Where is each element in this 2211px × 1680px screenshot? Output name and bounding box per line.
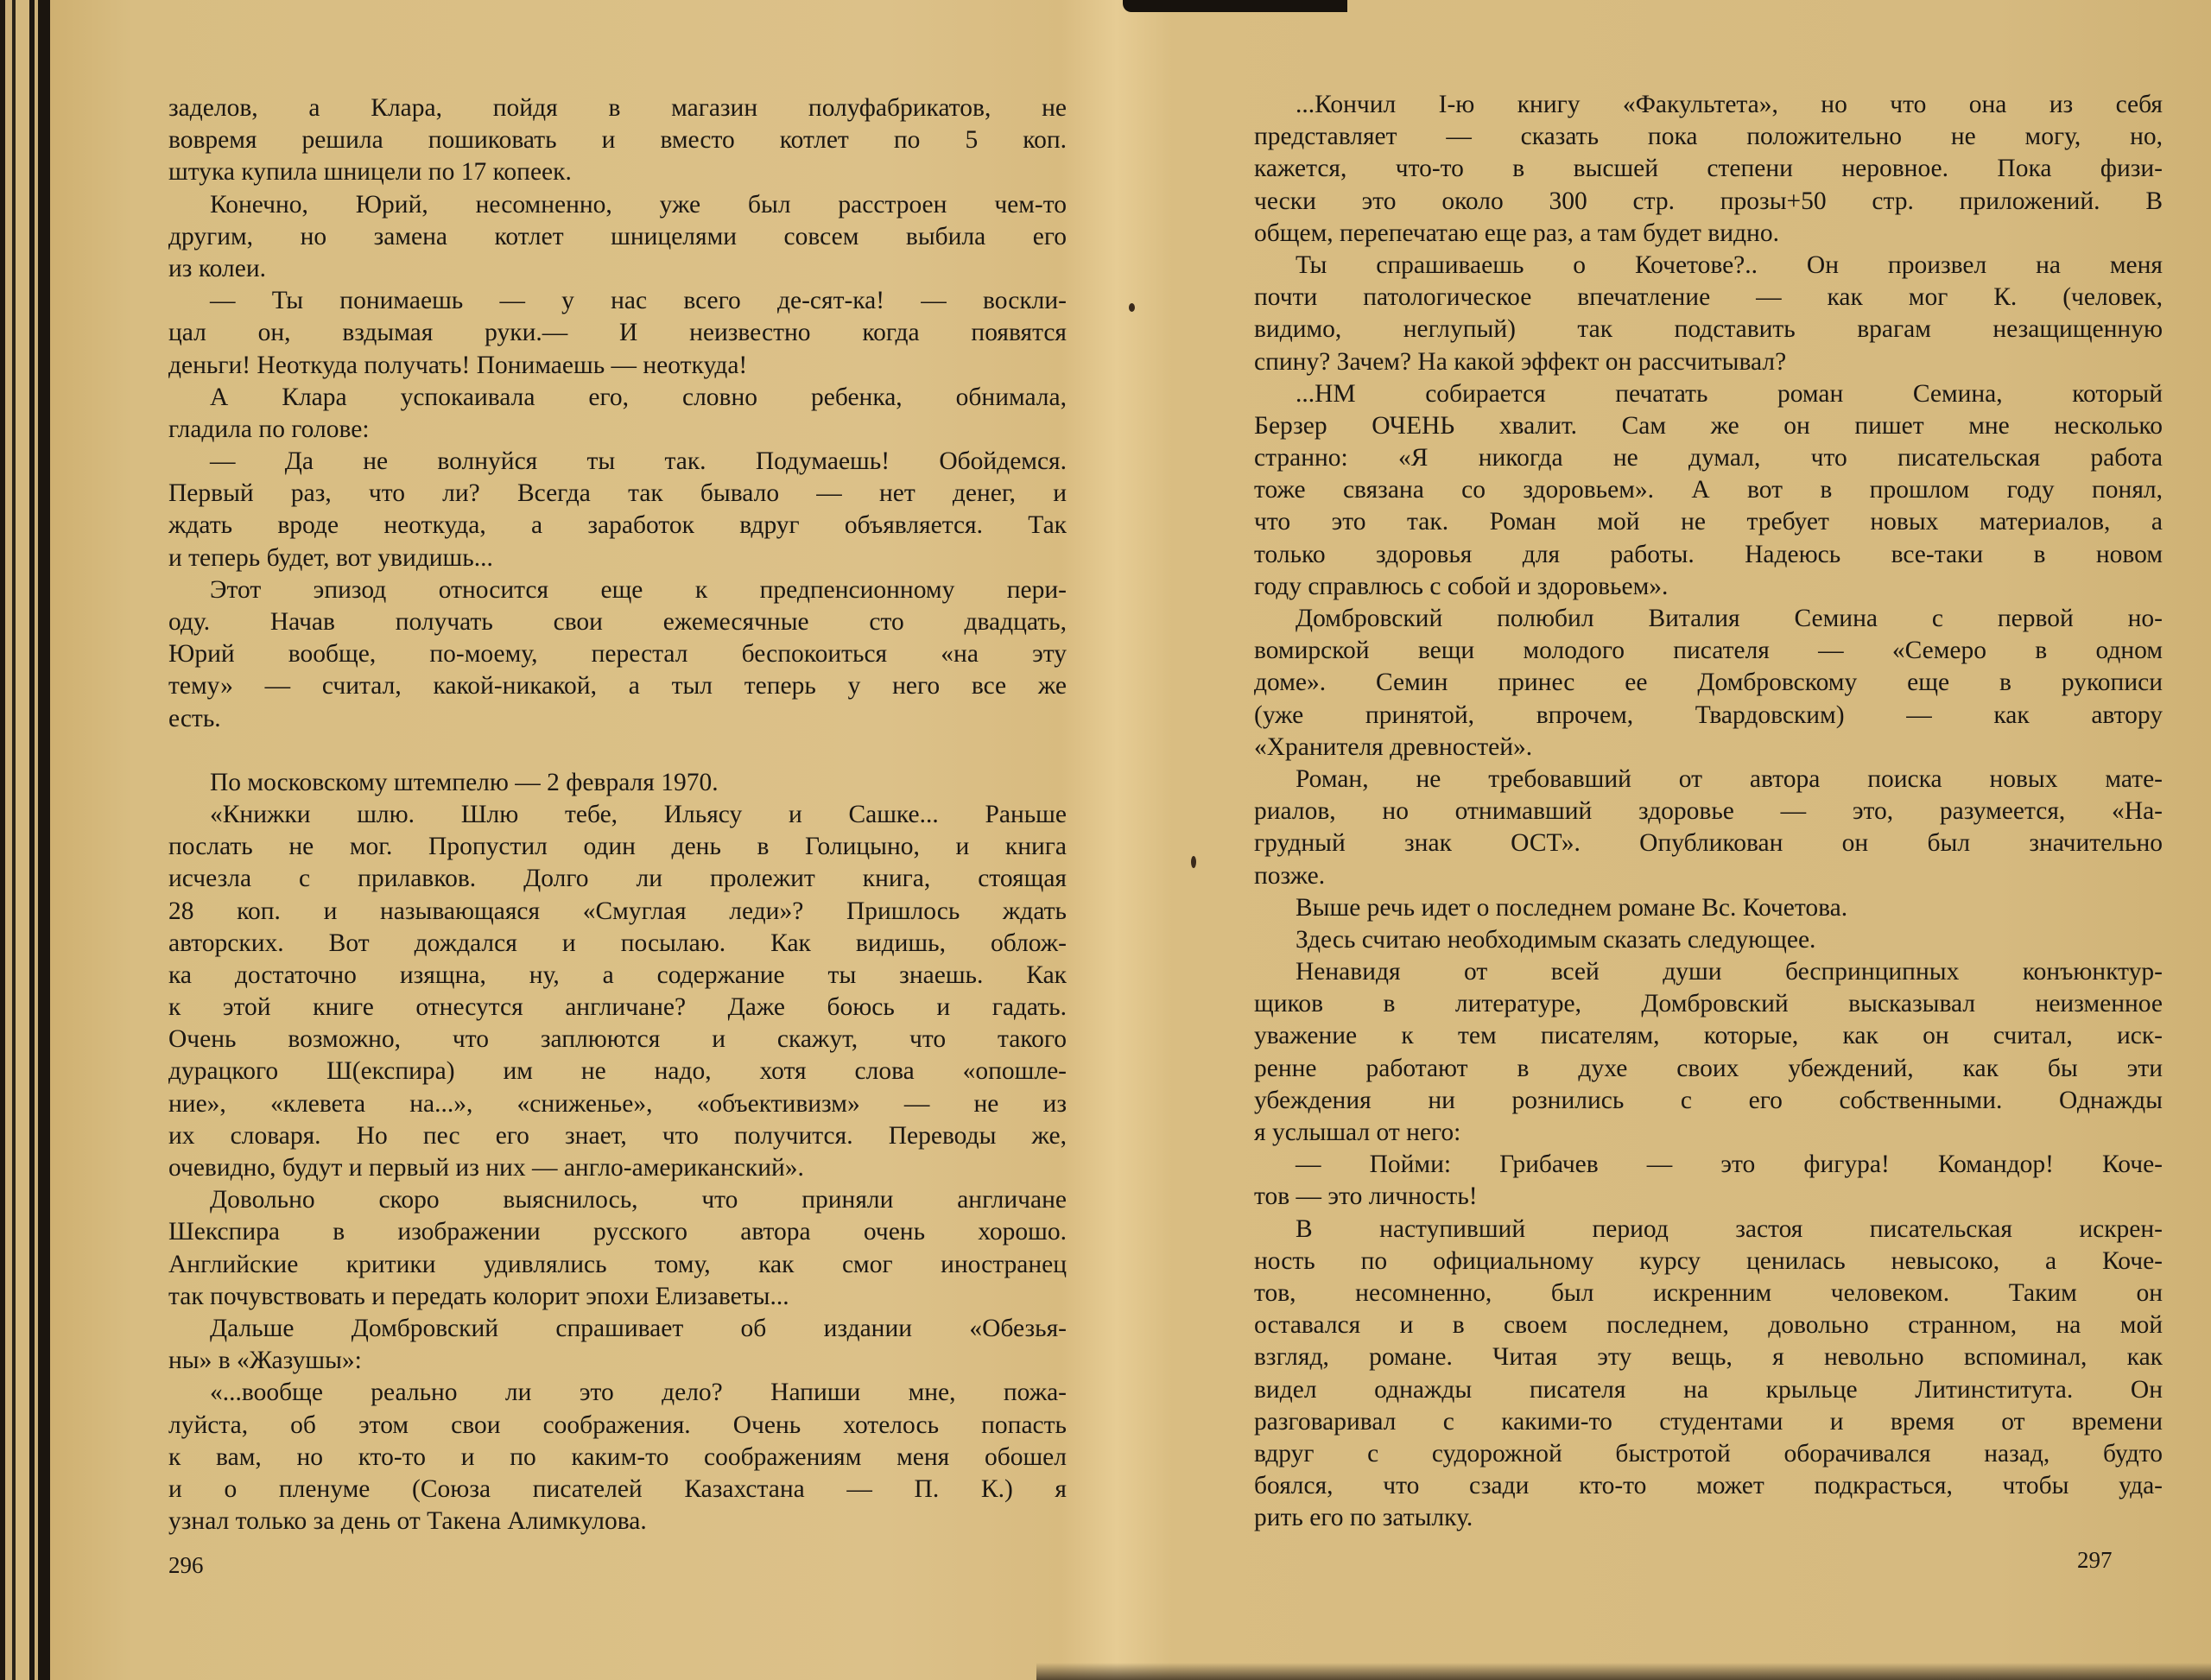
text-line: вдруг с судорожной быстротой оборачивался назад, будто (1254, 1439, 2163, 1468)
text-line: Ты спрашиваешь о Кочетове?.. Он произвел на меня (1296, 250, 2163, 279)
text-line: Шекспира в изображении русского автора очень хорошо. (168, 1218, 1067, 1246)
text-line: штука купила шницели по 17 копеек. (168, 158, 572, 187)
text-line: странно: «Я никогда не думал, что писательская работа (1254, 444, 2163, 472)
text-line: 28 коп. и называющаяся «Смуглая леди»? Пришлось ждать (168, 897, 1067, 925)
text-line: Дальше Домбровский спрашивает об издании «Обезья- (210, 1314, 1067, 1342)
text-line: Очень возможно, что заплюются и скажут, что такого (168, 1025, 1067, 1054)
text-line: ка достаточно изящна, ну, а содержание ты знаешь. Как (168, 960, 1067, 989)
text-line: тов, несомненно, был искренним человеком. Таким он (1254, 1278, 2163, 1307)
text-line: дурацкого Ш(експира) им не надо, хотя слова «опошле- (168, 1057, 1067, 1086)
text-line: вомирской вещи молодого писателя — «Семеро в одном (1254, 637, 2163, 665)
text-line: есть. (168, 704, 221, 732)
text-line: тов — это личность! (1254, 1182, 1478, 1211)
text-line: Юрий вообще, по-моему, перестал беспокоиться «на эту (168, 640, 1067, 669)
text-line: спину? Зачем? На какой эффект он рассчитывал? (1254, 347, 1787, 376)
text-line: Ненавидя от всей души беспринципных конъюнктур- (1296, 958, 2163, 986)
text-line: оду. Начав получать свои ежемесячные сто двадцать, (168, 608, 1067, 636)
text-line: «Книжки шлю. Шлю тебе, Ильясу и Сашке... Раньше (210, 800, 1067, 828)
text-line: Домбровский полюбил Виталия Семина с первой но- (1296, 605, 2163, 632)
text-line: По московскому штемпелю — 2 февраля 1970. (210, 768, 719, 796)
text-line: тему» — считал, какой-никакой, а тыл теперь у него все же (168, 672, 1067, 701)
text-line: разговаривал с какими-то студентами и время от времени (1254, 1407, 2163, 1436)
text-line: чески это около 300 стр. прозы+50 стр. приложений. В (1254, 187, 2163, 215)
text-line: оставался и в своем последнем, довольно странном, на мой (1254, 1311, 2163, 1340)
text-line: году справлюсь с собой и здоровьем». (1254, 572, 1669, 600)
text-line: почти патологическое впечатление — как мог К. (человек, (1254, 283, 2163, 312)
text-line: авторских. Вот дождался и посылаю. Как видишь, облож- (168, 929, 1067, 957)
text-line: (уже принятой, впрочем, Твардовским) — как автору (1254, 701, 2163, 729)
text-line: и о пленуме (Союза писателей Казахстана — П. К.) я (168, 1474, 1067, 1503)
left-page-number: 296 (168, 1552, 204, 1578)
ink-speck (1191, 856, 1196, 868)
text-line: Конечно, Юрий, несомненно, уже был расстроен чем-то (210, 190, 1067, 219)
text-line: Этот эпизод относится еще к предпенсионному пери- (210, 575, 1067, 604)
text-line: из колеи. (168, 254, 266, 282)
text-line: гладила по голове: (168, 415, 370, 443)
right-page-body-text (1254, 89, 2163, 1534)
text-line: к этой книге отнесутся англичане? Даже боюсь и гадать. (168, 993, 1067, 1022)
text-line: только здоровья для работы. Надеюсь все-таки в новом (1254, 540, 2163, 568)
text-line: убеждения ни рознились с его собственными. Однажды (1254, 1086, 2163, 1114)
text-line: «...вообще реально ли это дело? Напиши мне, пожа- (210, 1379, 1067, 1407)
text-line: Английские критики удивлялись тому, как смог иностранец (168, 1250, 1067, 1278)
text-line: Довольно скоро выяснилось, что приняли англичане (210, 1186, 1067, 1214)
text-line: позже. (1254, 861, 1326, 890)
text-line: — Да не волнуйся ты так. Подумаешь! Обойдемся. (210, 447, 1067, 476)
text-line: В наступивший период застоя писательская искрен- (1296, 1214, 2163, 1243)
text-line: заделов, а Клара, пойдя в магазин полуфабрикатов, не (168, 94, 1067, 122)
text-line: ...Кончил I-ю книгу «Факультета», но что она из себя (1296, 91, 2163, 118)
left-page (50, 0, 1123, 1680)
text-line: Берзер ОЧЕНЬ хвалит. Сам же он пишет мне несколько (1254, 411, 2163, 440)
text-line: ждать вроде неоткуда, а заработок вдруг объявляется. Так (168, 511, 1067, 540)
text-line: ны» в «Жазушы»: (168, 1347, 362, 1375)
text-line: цал он, вздымая руки.— И неизвестно когда появятся (168, 319, 1067, 347)
text-line: ...НМ собирается печатать роман Семина, который (1296, 379, 2163, 408)
text-line: кажется, что-то в высшей степени неровное. Пока физи- (1254, 155, 2163, 183)
text-line: другим, но замена котлет шницелями совсем выбила его (168, 222, 1067, 250)
text-line: ность по официальному курсу ценилась невысоко, а Коче- (1254, 1246, 2163, 1275)
text-line: к вам, но кто-то и по каким-то соображениям меня обошел (168, 1442, 1067, 1471)
text-line: послать не мог. Пропустил один день в Голицыно, и книга (168, 833, 1067, 861)
text-line: я услышал от него: (1254, 1119, 1461, 1146)
text-line: — Пойми: Грибачев — это фигура! Командор! Коче- (1296, 1151, 2163, 1179)
ink-speck (1129, 303, 1135, 312)
text-line: их словаря. Но пес его знает, что получится. Переводы же, (168, 1121, 1067, 1150)
text-line: взгляд, романе. Читая эту вещь, я невольно вспоминал, как (1254, 1343, 2163, 1372)
text-line: исчезла с прилавков. Долго ли пролежит книга, стоящая (168, 865, 1067, 893)
text-line: Роман, не требовавший от автора поиска новых мате- (1296, 764, 2163, 793)
text-line: А Клара успокаивала его, словно ребенка, обнимала, (210, 383, 1067, 411)
text-line: рить его по затылку. (1254, 1504, 1473, 1532)
text-line: — Ты понимаешь — у нас всего де-сят-ка! — воскли- (210, 287, 1067, 315)
text-line: Первый раз, что ли? Всегда так бывало — нет денег, и (168, 479, 1067, 508)
text-line: очевидно, будут и первый из них — англо-американский». (168, 1154, 804, 1182)
text-line: Здесь считаю необходимым сказать следующее. (1296, 925, 1816, 954)
text-line: тоже связана со здоровьем». А вот в прошлом году понял, (1254, 476, 2163, 504)
text-line: видимо, неглупый) так подставить врагам незащищенную (1254, 315, 2163, 344)
right-page-number: 297 (2077, 1547, 2113, 1573)
text-line: представляет — сказать пока положительно не могу, но, (1254, 123, 2163, 151)
text-line: и теперь будет, вот увидишь... (168, 543, 493, 572)
text-line: «Хранителя древностей». (1254, 732, 1533, 761)
text-line: узнал только за день от Такена Алимкулова. (168, 1507, 647, 1536)
text-line: ние», «клевета на...», «сниженье», «объективизм» — не из (168, 1089, 1067, 1118)
text-line: видел однажды писателя на крыльце Литинститута. Он (1254, 1375, 2163, 1404)
text-line: боялся, что сзади кто-то может подкрасться, чтобы уда- (1254, 1472, 2163, 1500)
text-line: грудный знак ОСТ». Опубликован он был значительно (1254, 829, 2163, 858)
text-line: ренне работают в духе своих убеждений, как бы эти (1254, 1054, 2163, 1082)
text-line: что это так. Роман мой не требует новых материалов, а (1254, 508, 2163, 536)
text-line: луйста, об этом свои соображения. Очень хотелось попасть (168, 1411, 1067, 1439)
text-line: деньги! Неоткуда получать! Понимаешь — неоткуда! (168, 351, 748, 379)
text-line: вовремя решила пошиковать и вместо котлет по 5 коп. (168, 126, 1067, 155)
text-line: Выше речь идет о последнем романе Вс. Кочетова. (1296, 893, 1848, 922)
text-line: риалов, но отнимавший здоровье — это, разумеется, «На- (1254, 797, 2163, 826)
right-page (1123, 0, 2211, 1680)
text-line: уважение к тем писателям, которые, как он считал, иск- (1254, 1022, 2163, 1050)
text-line: щиков в литературе, Домбровский высказывал неизменное (1254, 990, 2163, 1018)
section-break (168, 735, 1067, 767)
text-line: так почувствовать и передать колорит эпохи Елизаветы... (168, 1282, 789, 1310)
left-page-body-text (168, 92, 1067, 1537)
text-line: доме». Семин принес ее Домбровскому еще в рукописи (1254, 669, 2163, 697)
page-edges (0, 0, 50, 1680)
text-line: общем, перепечатаю еще раз, а там будет видно. (1254, 219, 1779, 247)
